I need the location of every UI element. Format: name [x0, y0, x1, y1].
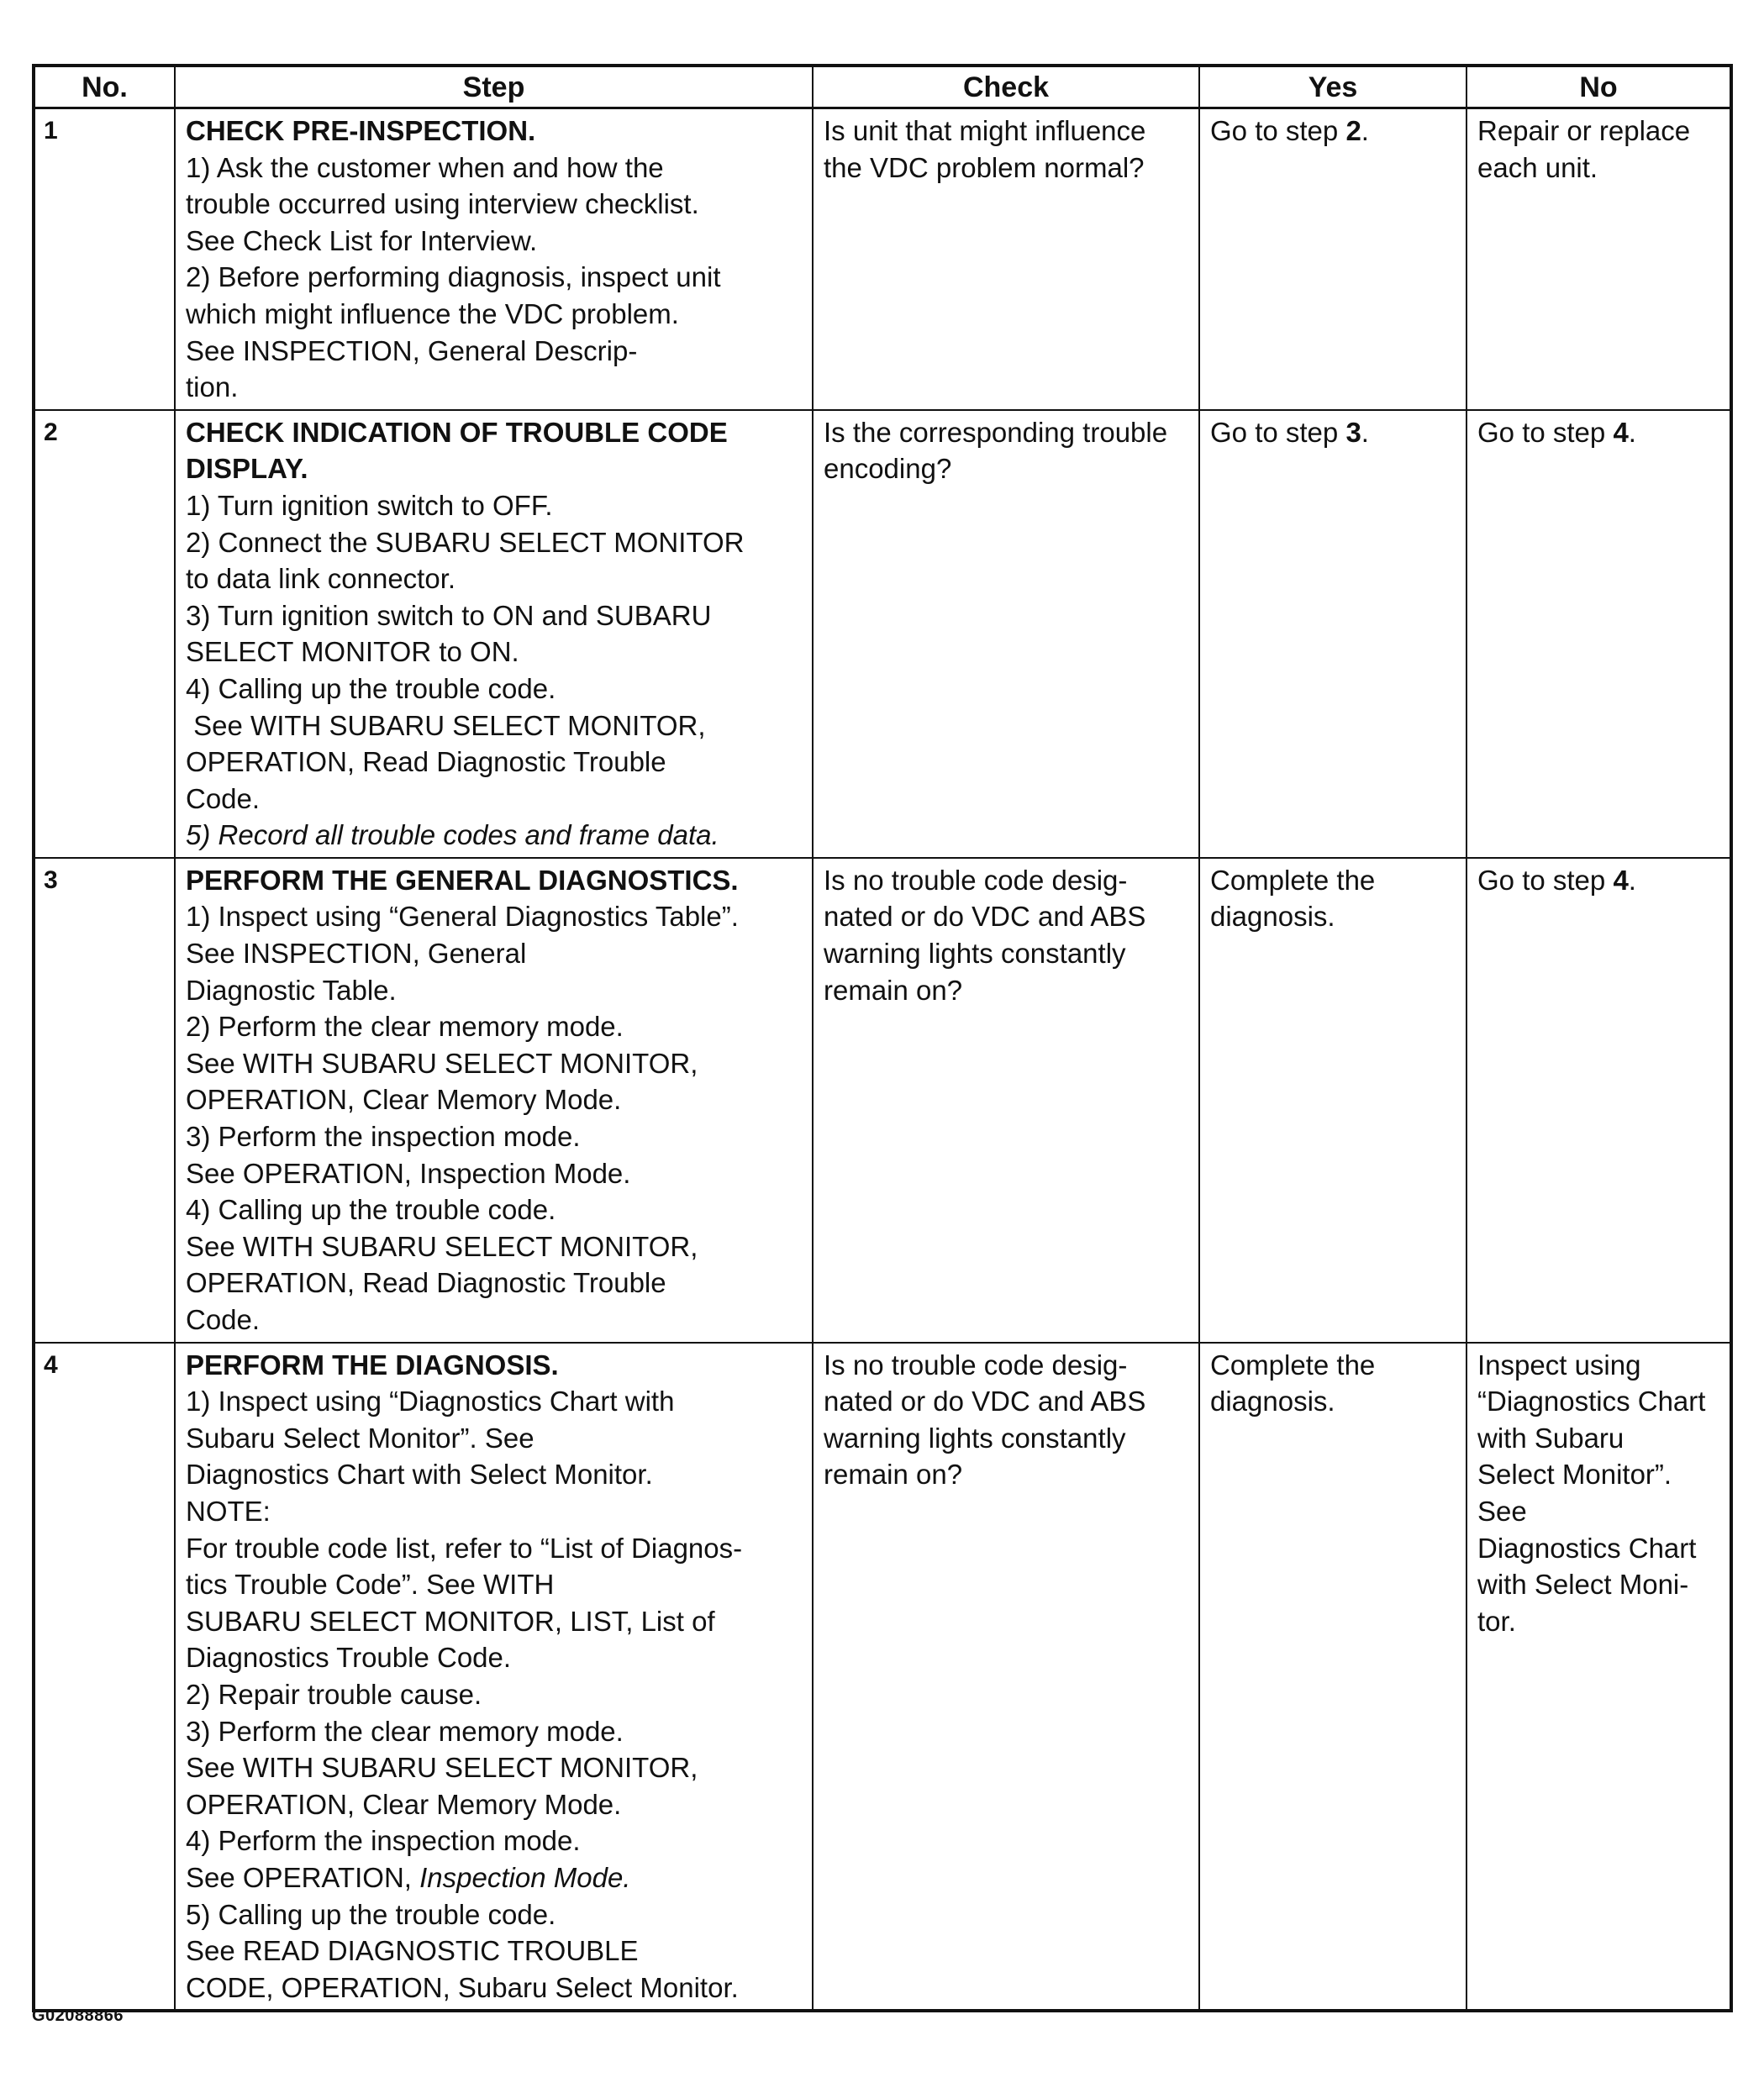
yes-cell: Complete the diagnosis. — [1199, 1343, 1466, 2012]
step-line: 2) Repair trouble cause. — [186, 1678, 482, 1710]
step-line: 3) Perform the inspection mode. — [186, 1121, 581, 1153]
yes-step-number: 2 — [1345, 115, 1361, 146]
no-line: Select Monitor”. — [1477, 1459, 1672, 1491]
step-line: SUBARU SELECT MONITOR, LIST, List of — [186, 1605, 715, 1637]
no-text: Go to step — [1477, 416, 1614, 448]
step-line: Diagnostic Table. — [186, 974, 397, 1006]
header-step: Step — [175, 66, 813, 108]
step-cell — [175, 410, 813, 858]
table-row — [34, 1343, 1731, 2012]
step-line: Code. — [186, 1304, 261, 1335]
check-cell: Is unit that might influence the VDC problem normal? — [813, 108, 1199, 410]
step-line: See READ DIAGNOSTIC TROUBLE — [186, 1935, 639, 1967]
see-italic-ref: Inspection Mode. — [419, 1861, 631, 1893]
step-line: NOTE: — [186, 1495, 271, 1527]
no-step-number: 4 — [1613, 416, 1629, 448]
check-cell: Is the corresponding trouble encoding? — [813, 410, 1199, 858]
row-number: 2 — [34, 410, 175, 858]
no-suffix: . — [1628, 416, 1636, 448]
step-line: OPERATION, Read Diagnostic Trouble — [186, 1267, 666, 1299]
step-line: See INSPECTION, General — [186, 938, 527, 970]
step-line: See INSPECTION, General Descrip- — [186, 334, 638, 366]
step-line: 4) Calling up the trouble code. — [186, 672, 556, 704]
step-line: See WITH SUBARU SELECT MONITOR, — [186, 1230, 698, 1262]
step-line: CODE, OPERATION, Subaru Select Monitor. — [186, 1971, 739, 2003]
step-line: 2) Before performing diagnosis, inspect unit — [186, 261, 721, 293]
step-line: Diagnostics Chart with Select Monitor. — [186, 1459, 653, 1491]
no-step-number: 4 — [1613, 864, 1629, 896]
step-line: 3) Perform the clear memory mode. — [186, 1715, 624, 1747]
no-line: with Select Moni- — [1477, 1569, 1689, 1601]
no-line: with Subaru — [1477, 1422, 1624, 1454]
table-row — [34, 410, 1731, 858]
step-line: Code. — [186, 782, 261, 814]
step-line-italic: 5) Record all trouble codes and frame data. — [186, 819, 719, 851]
table-row — [34, 858, 1731, 1343]
no-text: Go to step — [1477, 864, 1614, 896]
step-line: 4) Perform the inspection mode. — [186, 1825, 581, 1857]
no-line: “Diagnostics Chart — [1477, 1386, 1706, 1417]
yes-cell — [1199, 410, 1466, 858]
step-title: CHECK INDICATION OF TROUBLE CODE DISPLAY. — [186, 416, 728, 485]
step-line: 1) Inspect using “Diagnostics Chart with — [186, 1386, 675, 1417]
table-header-row — [34, 66, 1731, 108]
step-line: See WITH SUBARU SELECT MONITOR, — [186, 1047, 698, 1079]
header-no: No. — [34, 66, 175, 108]
step-title: PERFORM THE DIAGNOSIS. — [186, 1349, 559, 1381]
check-cell: Is no trouble code desig-nated or do VDC and ABS warning lights constantly remain on? — [813, 1343, 1199, 2012]
step-line: 5) Calling up the trouble code. — [186, 1898, 556, 1930]
step-line: 1) Turn ignition switch to OFF. — [186, 489, 553, 521]
no-line: tor. — [1477, 1605, 1516, 1637]
diagnostic-procedure-table — [32, 64, 1733, 2012]
step-line: 4) Calling up the trouble code. — [186, 1194, 556, 1226]
step-line: 2) Perform the clear memory mode. — [186, 1011, 624, 1043]
yes-text: Go to step — [1210, 416, 1346, 448]
step-line: See WITH SUBARU SELECT MONITOR, — [186, 709, 706, 741]
step-line: tics Trouble Code”. See WITH — [186, 1569, 555, 1601]
step-title: CHECK PRE-INSPECTION. — [186, 115, 536, 146]
yes-text: Go to step — [1210, 115, 1346, 146]
step-line: OPERATION, Clear Memory Mode. — [186, 1084, 622, 1116]
row-number: 4 — [34, 1343, 175, 2012]
step-line: For trouble code list, refer to “List of Diagnos- — [186, 1532, 743, 1564]
step-line: trouble occurred using interview checklist. — [186, 188, 699, 220]
header-check: Check — [813, 66, 1199, 108]
step-cell — [175, 1343, 813, 2012]
step-line: SELECT MONITOR to ON. — [186, 636, 519, 668]
table-row — [34, 108, 1731, 410]
no-line: See — [1477, 1495, 1527, 1527]
step-line: OPERATION, Read Diagnostic Trouble — [186, 746, 666, 778]
step-line: Diagnostics Trouble Code. — [186, 1642, 512, 1674]
yes-suffix: . — [1361, 416, 1369, 448]
step-line: which might influence the VDC problem. — [186, 297, 679, 329]
no-cell: Repair or replace each unit. — [1466, 108, 1731, 410]
step-line-mixed — [186, 1859, 803, 1896]
see-prefix: See OPERATION, — [186, 1861, 420, 1893]
step-cell — [175, 858, 813, 1343]
figure-reference-code: G02088866 — [32, 2006, 124, 2025]
step-line: 1) Inspect using “General Diagnostics Table”. — [186, 901, 739, 933]
no-line: Diagnostics Chart — [1477, 1532, 1697, 1564]
no-suffix: . — [1628, 864, 1636, 896]
step-title: PERFORM THE GENERAL DIAGNOSTICS. — [186, 864, 739, 896]
step-line: 1) Ask the customer when and how the — [186, 151, 664, 183]
step-line: See OPERATION, Inspection Mode. — [186, 1157, 631, 1189]
step-line: OPERATION, Clear Memory Mode. — [186, 1788, 622, 1820]
row-number: 3 — [34, 858, 175, 1343]
step-line: See Check List for Interview. — [186, 224, 538, 256]
step-line: 2) Connect the SUBARU SELECT MONITOR — [186, 526, 745, 558]
diagnostic-procedure-table-wrapper — [32, 64, 1730, 2012]
header-yes: Yes — [1199, 66, 1466, 108]
step-line: Subaru Select Monitor”. See — [186, 1422, 534, 1454]
header-no-result: No — [1466, 66, 1731, 108]
step-cell — [175, 108, 813, 410]
no-cell — [1466, 1343, 1731, 2012]
no-line: Inspect using — [1477, 1349, 1641, 1381]
no-cell — [1466, 410, 1731, 858]
step-line: See WITH SUBARU SELECT MONITOR, — [186, 1752, 698, 1784]
yes-step-number: 3 — [1345, 416, 1361, 448]
yes-cell — [1199, 108, 1466, 410]
step-line: 3) Turn ignition switch to ON and SUBARU — [186, 599, 712, 631]
yes-suffix: . — [1361, 115, 1369, 146]
no-cell — [1466, 858, 1731, 1343]
step-line: to data link connector. — [186, 563, 456, 595]
step-line: tion. — [186, 371, 239, 403]
check-cell: Is no trouble code desig-nated or do VDC and ABS warning lights constantly remain on? — [813, 858, 1199, 1343]
yes-cell: Complete the diagnosis. — [1199, 858, 1466, 1343]
row-number: 1 — [34, 108, 175, 410]
